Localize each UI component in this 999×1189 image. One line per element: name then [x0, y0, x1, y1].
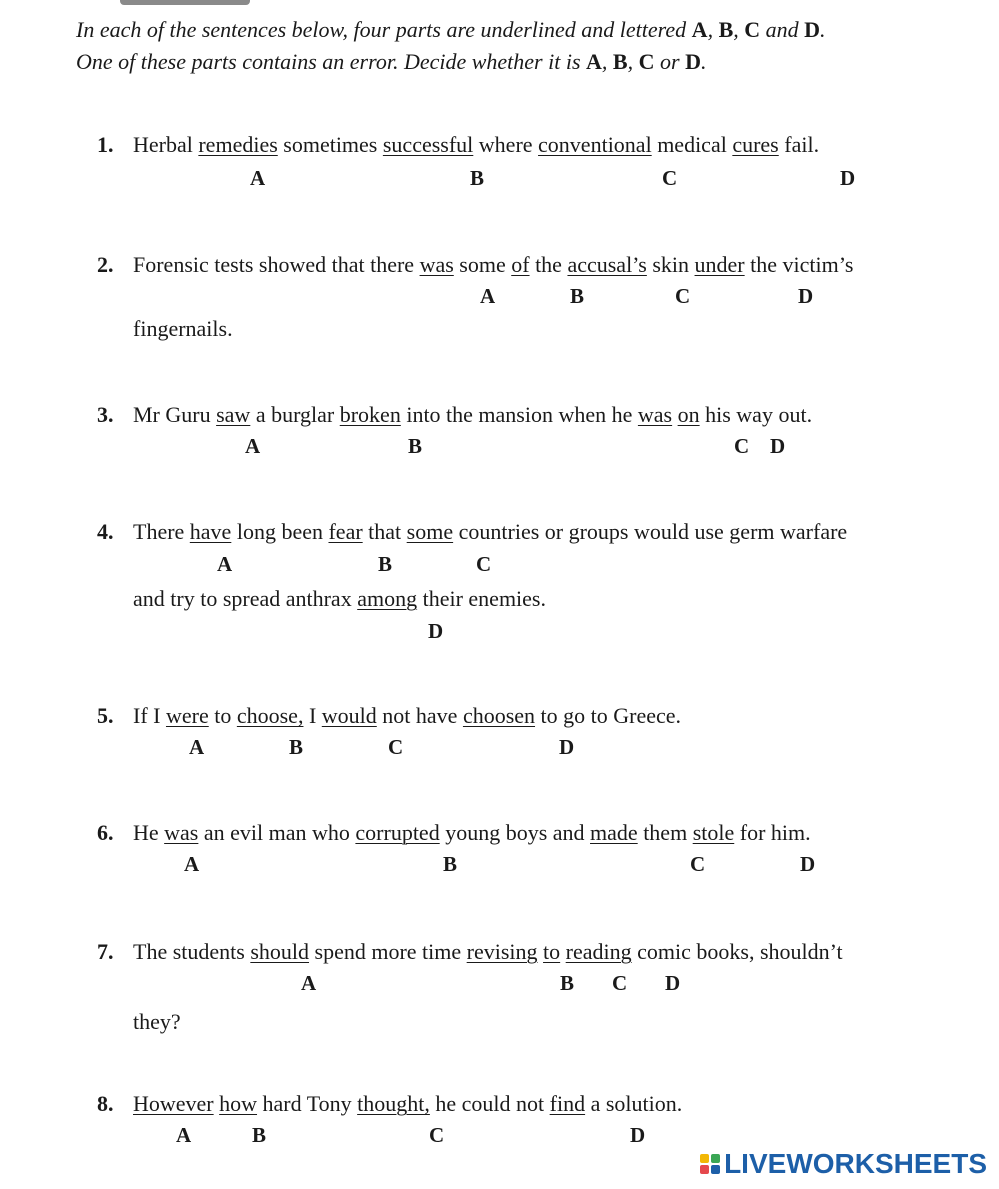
answer-letter-d: D: [798, 284, 814, 308]
underlined-part: under: [694, 252, 745, 277]
question-number: 4.: [97, 519, 114, 544]
sentence-text: for him.: [734, 820, 811, 845]
letter-d: D: [685, 49, 701, 74]
question-sentence: [97, 702, 681, 730]
underlined-part: some: [406, 519, 454, 544]
sentence-text: Herbal: [133, 132, 199, 157]
sentence-text: where: [473, 132, 539, 157]
letter-d: D: [804, 17, 821, 42]
sentence-text: to go to Greece.: [535, 703, 682, 728]
letter-b: B: [612, 49, 628, 74]
underlined-part: was: [419, 252, 454, 277]
separator: ,: [601, 49, 613, 74]
answer-letter-c: C: [476, 552, 492, 576]
answer-letter-a: A: [480, 284, 496, 308]
question-number: 2.: [97, 252, 114, 277]
sentence-text: long been: [231, 519, 329, 544]
sentence-text: I: [303, 703, 322, 728]
sentence-text: a solution.: [585, 1091, 683, 1116]
question-sentence-continuation: [133, 585, 546, 613]
question-number: 5.: [97, 703, 114, 728]
mark-square: [711, 1154, 720, 1163]
question-sentence: [97, 819, 811, 847]
underlined-part: choosen: [462, 703, 536, 728]
underlined-part: made: [590, 820, 638, 845]
underlined-part: have: [189, 519, 232, 544]
answer-letter-d: D: [770, 434, 786, 458]
answer-letter-a: A: [217, 552, 233, 576]
underlined-part: would: [321, 703, 377, 728]
answer-letter-b: B: [443, 852, 458, 876]
sentence-text: sometimes: [277, 132, 383, 157]
sentence-text: Forensic tests showed that there: [133, 252, 420, 277]
underlined-part: were: [165, 703, 209, 728]
question-number: 7.: [97, 939, 114, 964]
sentence-text: an evil man who: [198, 820, 356, 845]
answer-letter-d: D: [840, 166, 856, 190]
question-sentence-continuation: they?: [133, 1009, 181, 1034]
sentence-text: his way out.: [699, 402, 813, 427]
sentence-text: If I: [133, 703, 166, 728]
underlined-part: find: [549, 1091, 586, 1116]
underlined-part: how: [219, 1091, 258, 1116]
mark-square: [700, 1165, 709, 1174]
question-sentence: [97, 251, 853, 279]
sentence-text: their enemies.: [417, 586, 546, 611]
letter-b: B: [718, 17, 734, 42]
answer-letter-a: A: [176, 1123, 192, 1147]
sentence-text: spend more time: [309, 939, 467, 964]
sentence-text: some: [453, 252, 512, 277]
sentence-text: not have: [376, 703, 463, 728]
answer-letter-b: B: [378, 552, 393, 576]
answer-letter-b: B: [408, 434, 423, 458]
sentence-text: young boys and: [439, 820, 591, 845]
underlined-part: broken: [339, 402, 401, 427]
instructions-text-1: In each of the sentences below, four parts are underlined and lettered: [76, 17, 692, 42]
sentence-text: to: [208, 703, 237, 728]
liveworksheets-wordmark: LIVEWORKSHEETS: [724, 1148, 987, 1179]
sentence-text: them: [637, 820, 693, 845]
answer-letter-b: B: [289, 735, 304, 759]
sentence-text: he could not: [429, 1091, 550, 1116]
sentence-text: a burglar: [250, 402, 340, 427]
question-number: 6.: [97, 820, 114, 845]
underlined-part: reading: [565, 939, 632, 964]
underlined-part: cures: [732, 132, 779, 157]
answer-letter-a: A: [250, 166, 266, 190]
question-number: 1.: [97, 132, 114, 157]
underlined-part: saw: [216, 402, 251, 427]
question-sentence-continuation: fingernails.: [133, 316, 233, 341]
sentence-text: skin: [646, 252, 695, 277]
separator: ,: [707, 17, 719, 42]
underlined-part: to: [543, 939, 561, 964]
period: .: [820, 17, 826, 42]
answer-letter-c: C: [734, 434, 750, 458]
sentence-text: He: [133, 820, 165, 845]
answer-letter-b: B: [252, 1123, 267, 1147]
answer-letter-b: B: [570, 284, 585, 308]
top-edge-tab: [120, 0, 250, 5]
sentence-text: and try to spread anthrax: [133, 586, 358, 611]
answer-letter-d: D: [428, 619, 444, 643]
question-number: 3.: [97, 402, 114, 427]
sentence-text: that: [362, 519, 407, 544]
answer-letter-d: D: [559, 735, 575, 759]
sentence-text: medical: [651, 132, 733, 157]
sentence-text: the victim’s: [744, 252, 854, 277]
answer-letter-c: C: [388, 735, 404, 759]
sentence-text: the: [529, 252, 568, 277]
underlined-part: was: [164, 820, 199, 845]
period: .: [700, 49, 707, 74]
sentence-text: comic books, shouldn’t: [631, 939, 843, 964]
letter-a: A: [586, 49, 602, 74]
mark-square: [700, 1154, 709, 1163]
sentence-text: Mr Guru: [133, 402, 217, 427]
letter-a: A: [691, 17, 708, 42]
answer-letter-d: D: [665, 971, 681, 995]
question-sentence: [97, 518, 847, 546]
answer-letter-c: C: [612, 971, 628, 995]
separator: ,: [733, 17, 745, 42]
answer-letter-a: A: [245, 434, 261, 458]
liveworksheets-logo: [700, 1147, 987, 1181]
sentence-text: There: [133, 519, 190, 544]
underlined-part: fear: [328, 519, 363, 544]
underlined-part: thought,: [357, 1091, 430, 1116]
answer-letter-c: C: [675, 284, 691, 308]
underlined-part: conventional: [538, 132, 652, 157]
question-sentence: [97, 401, 812, 429]
question-sentence: [97, 938, 843, 966]
answer-letter-a: A: [184, 852, 200, 876]
instructions-line-2: [76, 46, 966, 78]
underlined-part: choose,: [236, 703, 304, 728]
liveworksheets-mark-icon: [700, 1154, 720, 1174]
underlined-part: corrupted: [355, 820, 440, 845]
underlined-part: among: [357, 586, 418, 611]
underlined-part: However: [133, 1091, 214, 1116]
sentence-text: into the mansion when he: [400, 402, 638, 427]
answer-letter-a: A: [189, 735, 205, 759]
question-number: 8.: [97, 1091, 114, 1116]
answer-letter-b: B: [470, 166, 485, 190]
answer-letter-d: D: [630, 1123, 646, 1147]
letter-c: C: [638, 49, 655, 74]
sentence-text: countries or groups would use germ warfare: [453, 519, 848, 544]
letter-c: C: [744, 17, 761, 42]
separator: ,: [627, 49, 639, 74]
answer-letter-b: B: [560, 971, 575, 995]
conjunction: and: [760, 17, 805, 42]
instructions-text-2: One of these parts contains an error. Decide whether it is: [76, 49, 587, 74]
underlined-part: was: [637, 402, 673, 427]
sentence-text: fail.: [778, 132, 820, 157]
underlined-part: accusal’s: [567, 252, 647, 277]
answer-letter-c: C: [662, 166, 678, 190]
sentence-text: hard Tony: [257, 1091, 358, 1116]
question-sentence: [97, 1090, 682, 1118]
conjunction: or: [654, 49, 686, 74]
instructions-line-1: [76, 14, 966, 46]
question-sentence: [97, 131, 819, 159]
answer-letter-c: C: [690, 852, 706, 876]
answer-letter-d: D: [800, 852, 816, 876]
underlined-part: successful: [382, 132, 474, 157]
answer-letter-c: C: [429, 1123, 445, 1147]
underlined-part: should: [250, 939, 310, 964]
instructions: [76, 14, 966, 78]
underlined-part: revising: [466, 939, 538, 964]
answer-letter-a: A: [301, 971, 317, 995]
sentence-text: The students: [133, 939, 251, 964]
underlined-part: of: [511, 252, 530, 277]
mark-square: [711, 1165, 720, 1174]
underlined-part: on: [677, 402, 700, 427]
underlined-part: stole: [692, 820, 735, 845]
underlined-part: remedies: [198, 132, 278, 157]
